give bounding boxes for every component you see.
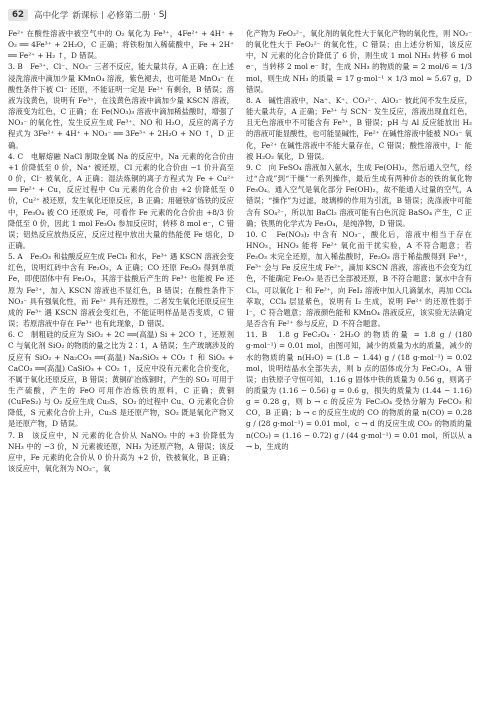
right-column (246, 28, 472, 474)
answer-paragraph: Fe²⁺ 在酸性溶液中被空气中的 O₂ 氧化为 Fe³⁺，4Fe²⁺ + 4H⁺ + O₂ ══ 4Fe³⁺ + 2H₂O，C 正确；将铁粉加入稀硫酸中，Fe + 2H⁺ ══ Fe²⁺ + H₂ ↑，D 错误。 (8, 29, 234, 61)
answer-columns (8, 28, 472, 474)
answer-paragraph: 5. A Fe₂O₃ 和盐酸反应生成 FeCl₃ 和水，Fe³⁺ 遇 KSCN 溶液会变红色，说明红砖中含有 Fe₂O₃，A 正确；CO 还原 Fe₂O₃ 得到单质 Fe，即使固体中有 Fe₂O₃，其溶于盐酸后产生的 Fe³⁺ 也能被 Fe 还原为 Fe²⁺，加入 KSCN 溶液也不显红色，B 错误；在酸性条件下 NO₃⁻ 具有强氧化性，而 Fe²⁺ 具有还原性，二者发生氧化还原反应生成的 Fe³⁺ 遇 KSCN 溶液会变红色，不能证明样品是否变质，C 错误；若原溶液中存在 Fe³⁺ 也有此现象，D 错误。 (8, 252, 234, 329)
answer-paragraph: 8. A 碱性溶液中，Na⁺、K⁺、CO₃²⁻、AlO₂⁻ 彼此间不发生反应，能大量共存，A 正确；Fe³⁺ 与 SCN⁻ 发生反应，溶液出现血红色，且无色溶液中不可能含有 Fe³⁺，B 错误；pH 与 Al 反应能放出 H₂ 的溶液可能显酸性，也可能显碱性，Fe²⁺ 在碱性溶液中能被 NO₃⁻ 氧化，Fe²⁺ 在碱性溶液中不能大量存在，C 错误；酸性溶液中，I⁻ 能被 H₂O₂ 氧化，D 错误。 (246, 95, 472, 161)
answer-paragraph: 3. B Fe³⁺、Cl⁻、NO₃⁻ 三者不反应，能大量共存，A 正确；在上述浸洗溶液中滴加少量 KMnO₄ 溶液，紫色褪去，也可能是 MnO₄⁻ 在酸性条件下被 Cl⁻ 还原，不能证明一定是 Fe²⁺ 有剩余，B 错误；溶液为浅黄色，说明有 Fe³⁺，在浅黄色溶液中滴加少量 KSCN 溶液，溶液变为红色，C 正确；在 Fe(NO₃)₃ 溶液中滴加稀盐酸时，增强了 NO₃⁻ 的氧化性，发生反应生成 Fe³⁺、NO 和 H₂O，反应的离子方程式为 3Fe²⁺ + 4H⁺ + NO₃⁻ ══ 3Fe³⁺ + 2H₂O + NO ↑，D 正确。 (8, 62, 234, 150)
answer-paragraph: 9. C 向 FeSO₄ 溶液加入氨水，生成 Fe(OH)₂，然后通入空气，经过“合成”到“干燥”一系列操作，最后生成有两种价态的铁的氧化物 Fe₃O₄。通入空气是氧化部分 Fe(OH)₂，故不能通入过量的空气，A 错误；“操作”为过滤，玻璃棒的作用为引流，B 错误；洗涤液中可能含有 SO₄²⁻，所以加 BaCl₂ 溶液可能有白色沉淀 BaSO₄ 产生，C 正确；铁黑的化学式为 Fe₃O₄，是纯净物，D 错误。 (246, 162, 472, 228)
answer-paragraph: 4. C 电解熔融 NaCl 制取金属 Na 的反应中，Na 元素的化合价由 +1 价降低至 0 价，Na⁺ 被还原，Cl 元素的化合价由 −1 价升高至 0 价，Cl⁻ 被氧化，A 正确；湿法炼铜的离子方程式为 Fe + Cu²⁺ ══ Fe²⁺ + Cu，反应过程中 Cu 元素的化合价由 +2 价降低至 0 价，Cu²⁺ 被还原，发生氧化还原反应，B 正确；用磁铁矿炼铁的反应中，Fe₃O₄ 被 CO 还原成 Fe，可看作 Fe 元素的化合价由 +8/3 价降低至 0 价，因此 1 mol Fe₃O₄ 参加反应时，转移 8 mol e⁻，C 错误；铝热反应放热反应，反应过程中放出大量的热能使 Fe 熔化，D 正确。 (8, 151, 234, 250)
header-divider (102, 11, 103, 19)
page-header (8, 6, 472, 24)
answer-paragraph: 6. C 制粗硅的反应为 SiO₂ + 2C ══(高温) Si + 2CO ↑，还原剂 C 与氧化剂 SiO₂ 的物质的量之比为 2∶1，A 错误；生产玻璃涉及的反应有 SiO₂ + Na₂CO₃ ══(高温) Na₂SiO₃ + CO₂ ↑ 和 SiO₂ + CaCO₃ ══(高温) CaSiO₃ + CO₂ ↑，反应中没有元素化合价变化，不属于氧化还原反应，B 错误；黄铜矿冶炼铜时，产生的 SO₂ 可用于生产硫酸，产生的 FeO 可用作冶炼铁的原料，C 正确；黄铜 (CuFeS₂) 与 O₂ 反应生成 Cu₂S、SO₂ 的过程中 Cu、O 元素化合价降低，S 元素化合价上升，Cu₂S 是还原产物，SO₂ 既是氧化产物又是还原产物，D 错误。 (8, 330, 234, 429)
answer-paragraph: 7. B 该反应中，N 元素的化合价从 NaNO₂ 中的 +3 价降低为 NH₃ 中的 −3 价，N 元素被还原，NH₃ 为还原产物，A 错误；该反应中，Fe 元素的化合价从 0 价升高为 +2 价，铁被氧化，B 正确；该反应中，氧化剂为 NO₂⁻，氧 (8, 430, 234, 474)
answer-paragraph: 化产物为 FeO₂²⁻，氧化剂的氧化性大于氧化产物的氧化性，则 NO₂⁻ 的氧化性大于 FeO₂²⁻ 的氧化性，C 错误；由上述分析知，该反应中，N 元素的化合价降低了 6 价，则生成 1 mol NH₃ 转移 6 mol e⁻，当转移 2 mol e⁻ 时，生成 NH₃ 的物质的量 = 2 mol/6 = 1/3 mol，则生成 NH₃ 的质量 = 17 g·mol⁻¹ × 1/3 mol ≈ 5.67 g，D 错误。 (246, 29, 472, 94)
edition-separator: · (153, 10, 156, 20)
answer-paragraph: 11. B 1.8 g FeC₂O₄ · 2H₂O 的物质的量 = 1.8 g / (180 g·mol⁻¹) = 0.01 mol，由图可知，减少的质量为水的质量，减少的水的物质的量 n(H₂O) = (1.8 − 1.44) g / (18 g·mol⁻¹) = 0.02 mol，说明结晶水全部失去，则 b 点的固体成分为 FeC₂O₄，A 错误；由铁原子守恒可知，1.16 g 固体中铁的质量为 0.56 g，则离子的质量为 (1.16 − 0.56) g = 0.6 g，损失的质量为 (1.44 − 1.16) g = 0.28 g，则 b → c 的反应为 FeC₂O₄ 受热分解为 FeCO₃ 和 CO，B 正确；b → c 的反应生成的 CO 的物质的量 n(CO) = 0.28 g / (28 g·mol⁻¹) = 0.01 mol，c → d 的反应生成 CO₂ 的物质的量 n(CO₂) = (1.16 − 0.72) g / (44 g·mol⁻¹) = 0.01 mol，所以从 a → b，生成的 (246, 330, 472, 451)
left-column (8, 28, 234, 474)
answer-paragraph: 10. C Fe(NO₃)₂ 中含有 NO₃⁻，酸化后，溶液中相当于存在 HNO₃，HNO₃ 能将 Fe²⁺ 氧化而干扰实验，A 不符合题意；若 Fe₂O₃ 未完全还原，加入稀盐酸时，Fe₂O₃ 溶于稀盐酸得到 Fe³⁺，Fe³⁺ 会与 Fe 反应生成 Fe²⁺，滴加 KSCN 溶液，溶液也不会变为红色，不能确定 Fe₂O₃ 是否已全部被还原，B 不符合题意；氯水中含有 Cl₂，可以氧化 I⁻ 和 Fe²⁺，向 FeI₂ 溶液中加入几滴氯水，再加 CCl₄ 萃取，CCl₄ 层显紫色，说明有 I₂ 生成，说明 Fe²⁺ 的还原性弱于 I⁻，C 符合题意；溶液颜色能和 KMnO₄ 溶液反应，该实验无法确定是否含有 Fe²⁺ 参与反应，D 不符合题意。 (246, 229, 472, 329)
series-name: 新课标 (72, 11, 99, 21)
edition-name: SJ (158, 10, 167, 20)
volume-name: 必修第二册 (107, 11, 151, 21)
page-number: 62 (8, 9, 28, 21)
book-title: 高中化学 (33, 11, 69, 21)
